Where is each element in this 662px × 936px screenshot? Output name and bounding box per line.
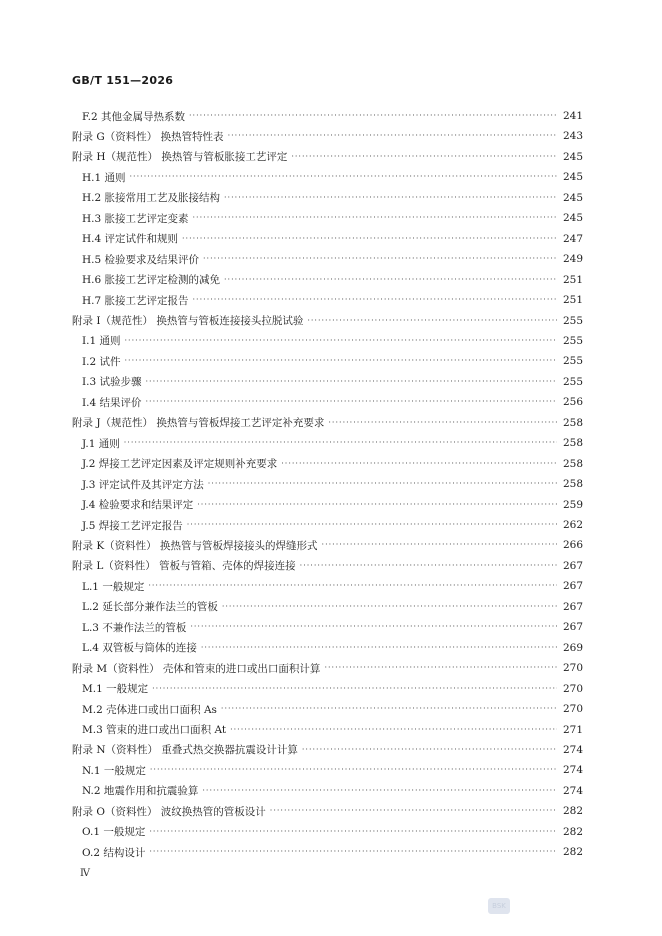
toc-section-entry[interactable] bbox=[0, 249, 662, 269]
toc-section-entry[interactable] bbox=[0, 679, 662, 699]
toc-page-number: 245 bbox=[562, 212, 583, 225]
toc-section-entry[interactable] bbox=[0, 229, 662, 249]
document-id-header: GB/T 151—2026 bbox=[72, 74, 174, 87]
toc-appendix-entry[interactable] bbox=[0, 801, 662, 821]
toc-page-number: 258 bbox=[562, 416, 583, 429]
toc-leader-dots bbox=[189, 106, 557, 126]
toc-entry-title: N.1 一般规定 bbox=[82, 764, 146, 777]
toc-section-entry[interactable] bbox=[0, 290, 662, 310]
toc-leader-dots bbox=[148, 576, 557, 596]
toc-entry-title: 附录 G（资料性） 换热管特性表 bbox=[72, 130, 224, 143]
toc-entry-title: 附录 K（资料性） 换热管与管板焊接接头的焊缝形式 bbox=[72, 539, 318, 552]
toc-section-entry[interactable] bbox=[0, 699, 662, 719]
toc-page-number: 270 bbox=[562, 703, 583, 716]
toc-entry-title: J.5 焊接工艺评定报告 bbox=[82, 519, 183, 532]
toc-entry-title: L.3 不兼作法兰的管板 bbox=[82, 621, 187, 634]
toc-leader-dots bbox=[222, 597, 557, 617]
toc-leader-dots bbox=[193, 208, 557, 228]
toc-section-entry[interactable] bbox=[0, 822, 662, 842]
toc-leader-dots bbox=[322, 535, 557, 555]
toc-leader-dots bbox=[197, 495, 557, 515]
toc-leader-dots bbox=[302, 740, 557, 760]
toc-leader-dots bbox=[149, 822, 557, 842]
toc-leader-dots bbox=[146, 392, 557, 412]
toc-entry-title: 附录 J（规范性） 换热管与管板焊接工艺评定补充要求 bbox=[72, 417, 325, 430]
toc-entry-title: I.3 试验步骤 bbox=[82, 376, 142, 389]
toc-section-entry[interactable] bbox=[0, 597, 662, 617]
toc-section-entry[interactable] bbox=[0, 638, 662, 658]
toc-leader-dots bbox=[324, 658, 557, 678]
toc-section-entry[interactable] bbox=[0, 351, 662, 371]
toc-leader-dots bbox=[149, 842, 557, 862]
toc-entry-title: O.1 一般规定 bbox=[82, 826, 146, 839]
toc-entry-title: 附录 H（规范性） 换热管与管板胀接工艺评定 bbox=[72, 151, 288, 164]
toc-section-entry[interactable] bbox=[0, 576, 662, 596]
toc-page-number: 247 bbox=[562, 232, 583, 245]
toc-leader-dots bbox=[202, 781, 557, 801]
toc-entry-title: F.2 其他金属导热系数 bbox=[82, 110, 186, 123]
toc-leader-dots bbox=[152, 679, 557, 699]
toc-page-number: 266 bbox=[562, 539, 583, 552]
toc-leader-dots bbox=[193, 290, 557, 310]
toc-page-number: 282 bbox=[562, 805, 583, 818]
toc-entry-title: H.2 胀接常用工艺及胀接结构 bbox=[82, 192, 221, 205]
toc-leader-dots bbox=[124, 433, 557, 453]
toc-leader-dots bbox=[146, 372, 557, 392]
toc-page-number: 258 bbox=[562, 437, 583, 450]
toc-page-number: 249 bbox=[562, 253, 583, 266]
toc-leader-dots bbox=[291, 147, 557, 167]
toc-leader-dots bbox=[224, 188, 557, 208]
toc-page-number: 274 bbox=[562, 784, 583, 797]
toc-appendix-entry[interactable] bbox=[0, 147, 662, 167]
toc-page-number: 255 bbox=[562, 314, 583, 327]
toc-leader-dots bbox=[307, 311, 557, 331]
toc-page-number: 267 bbox=[562, 600, 583, 613]
toc-leader-dots bbox=[221, 699, 557, 719]
toc-entry-title: H.5 检验要求及结果评价 bbox=[82, 253, 200, 266]
toc-entry-title: L.4 双管板与筒体的连接 bbox=[82, 642, 197, 655]
toc-page-number: 255 bbox=[562, 355, 583, 368]
toc-section-entry[interactable] bbox=[0, 760, 662, 780]
toc-page-number: 245 bbox=[562, 171, 583, 184]
toc-entry-title: J.3 评定试件及其评定方法 bbox=[82, 478, 204, 491]
toc-page-number: 274 bbox=[562, 764, 583, 777]
toc-appendix-entry[interactable] bbox=[0, 740, 662, 760]
toc-entry-title: L.2 延长部分兼作法兰的管板 bbox=[82, 601, 218, 614]
toc-entry-title: H.4 评定试件和规则 bbox=[82, 233, 179, 246]
toc-entry-title: 附录 I（规范性） 换热管与管板连接接头拉脱试验 bbox=[72, 315, 304, 327]
toc-leader-dots bbox=[224, 270, 557, 290]
toc-page-number: 245 bbox=[562, 191, 583, 204]
toc-entry-title: J.1 通则 bbox=[82, 437, 120, 450]
toc-section-entry[interactable] bbox=[0, 474, 662, 494]
toc-appendix-entry[interactable] bbox=[0, 556, 662, 576]
toc-entry-title: 附录 N（资料性） 重叠式热交换器抗震设计计算 bbox=[72, 744, 298, 757]
toc-page-number: 255 bbox=[562, 334, 583, 347]
toc-section-entry[interactable] bbox=[0, 188, 662, 208]
toc-page-number: 269 bbox=[562, 641, 583, 654]
toc-appendix-entry[interactable] bbox=[0, 126, 662, 146]
toc-leader-dots bbox=[182, 229, 557, 249]
toc-section-entry[interactable] bbox=[0, 331, 662, 351]
toc-entry-title: J.4 检验要求和结果评定 bbox=[82, 499, 194, 512]
toc-appendix-entry[interactable] bbox=[0, 413, 662, 433]
toc-section-entry[interactable] bbox=[0, 372, 662, 392]
toc-page-number: 282 bbox=[562, 846, 583, 859]
toc-section-entry[interactable] bbox=[0, 208, 662, 228]
toc-leader-dots bbox=[281, 454, 557, 474]
toc-leader-dots bbox=[201, 638, 557, 658]
toc-leader-dots bbox=[228, 126, 557, 146]
toc-entry-title: J.2 焊接工艺评定因素及评定规则补充要求 bbox=[82, 458, 278, 471]
toc-appendix-entry[interactable] bbox=[0, 658, 662, 678]
toc-leader-dots bbox=[190, 617, 557, 637]
toc-entry-title: I.4 结果评价 bbox=[82, 396, 142, 409]
toc-leader-dots bbox=[328, 413, 557, 433]
toc-appendix-entry[interactable] bbox=[0, 535, 662, 555]
toc-section-entry[interactable] bbox=[0, 167, 662, 187]
toc-page-number: 251 bbox=[562, 294, 583, 307]
toc-entry-title: N.2 地震作用和抗震验算 bbox=[82, 785, 199, 798]
toc-leader-dots bbox=[150, 760, 557, 780]
toc-page-number: 270 bbox=[562, 662, 583, 675]
toc-appendix-entry[interactable] bbox=[0, 311, 662, 331]
toc-entry-title: L.1 一般规定 bbox=[82, 580, 145, 593]
toc-page-number: 251 bbox=[562, 273, 583, 286]
toc-section-entry[interactable] bbox=[0, 454, 662, 474]
toc-entry-title: M.3 管束的进口或出口面积 At bbox=[82, 724, 227, 736]
toc-leader-dots bbox=[203, 249, 557, 269]
toc-page-number: 267 bbox=[562, 621, 583, 634]
toc-page-number: 267 bbox=[562, 580, 583, 593]
toc-entry-title: 附录 O（资料性） 波纹换热管的管板设计 bbox=[72, 805, 266, 818]
toc-page-number: 282 bbox=[562, 825, 583, 838]
toc-page-number: 271 bbox=[562, 723, 583, 736]
toc-page-number: 267 bbox=[562, 559, 583, 572]
toc-leader-dots bbox=[300, 556, 557, 576]
toc-leader-dots bbox=[187, 515, 557, 535]
toc-page-number: 245 bbox=[562, 150, 583, 163]
toc-entry-title: H.3 胀接工艺评定变素 bbox=[82, 212, 189, 225]
toc-page-number: 259 bbox=[562, 498, 583, 511]
toc-section-entry[interactable] bbox=[0, 106, 662, 126]
toc-entry-title: H.7 胀接工艺评定报告 bbox=[82, 294, 189, 307]
toc-section-entry[interactable] bbox=[0, 515, 662, 535]
toc-leader-dots bbox=[130, 167, 557, 187]
toc-page-number: 258 bbox=[562, 478, 583, 491]
toc-leader-dots bbox=[208, 474, 557, 494]
toc-entry-title: M.2 壳体进口或出口面积 As bbox=[82, 703, 217, 716]
toc-page-number: 262 bbox=[562, 519, 583, 531]
toc-entry-title: H.1 通则 bbox=[82, 171, 126, 184]
toc-leader-dots bbox=[230, 720, 557, 740]
toc-entry-title: 附录 L（资料性） 管板与管箱、壳体的焊接连接 bbox=[72, 560, 296, 573]
toc-page-number: 241 bbox=[562, 110, 583, 122]
toc-page-number: 274 bbox=[562, 743, 583, 756]
toc-page-number: 270 bbox=[562, 682, 583, 695]
toc-section-entry[interactable] bbox=[0, 495, 662, 515]
toc-section-entry[interactable] bbox=[0, 392, 662, 412]
toc-section-entry[interactable] bbox=[0, 842, 662, 862]
toc-entry-title: 附录 M（资料性） 壳体和管束的进口或出口面积计算 bbox=[72, 662, 321, 675]
toc-leader-dots bbox=[270, 801, 557, 821]
toc-section-entry[interactable] bbox=[0, 720, 662, 740]
watermark-logo: BSK bbox=[488, 898, 510, 914]
toc-entry-title: H.6 胀接工艺评定检测的减免 bbox=[82, 274, 221, 287]
toc-entry-title: I.1 通则 bbox=[82, 335, 121, 348]
toc-page-number: 255 bbox=[562, 375, 583, 388]
toc-page-number: 258 bbox=[562, 457, 583, 470]
toc-leader-dots bbox=[125, 331, 557, 351]
toc-entry-title: O.2 结构设计 bbox=[82, 846, 146, 859]
toc-page-number: 256 bbox=[562, 396, 583, 409]
toc-section-entry[interactable] bbox=[0, 781, 662, 801]
toc-page-number: 243 bbox=[562, 130, 583, 143]
toc-section-entry[interactable] bbox=[0, 617, 662, 637]
toc-leader-dots bbox=[125, 351, 557, 371]
page-number-footer: Ⅳ bbox=[80, 868, 90, 879]
toc-section-entry[interactable] bbox=[0, 270, 662, 290]
toc-entry-title: M.1 一般规定 bbox=[82, 683, 149, 696]
toc-entry-title: I.2 试件 bbox=[82, 355, 121, 368]
toc-section-entry[interactable] bbox=[0, 433, 662, 453]
